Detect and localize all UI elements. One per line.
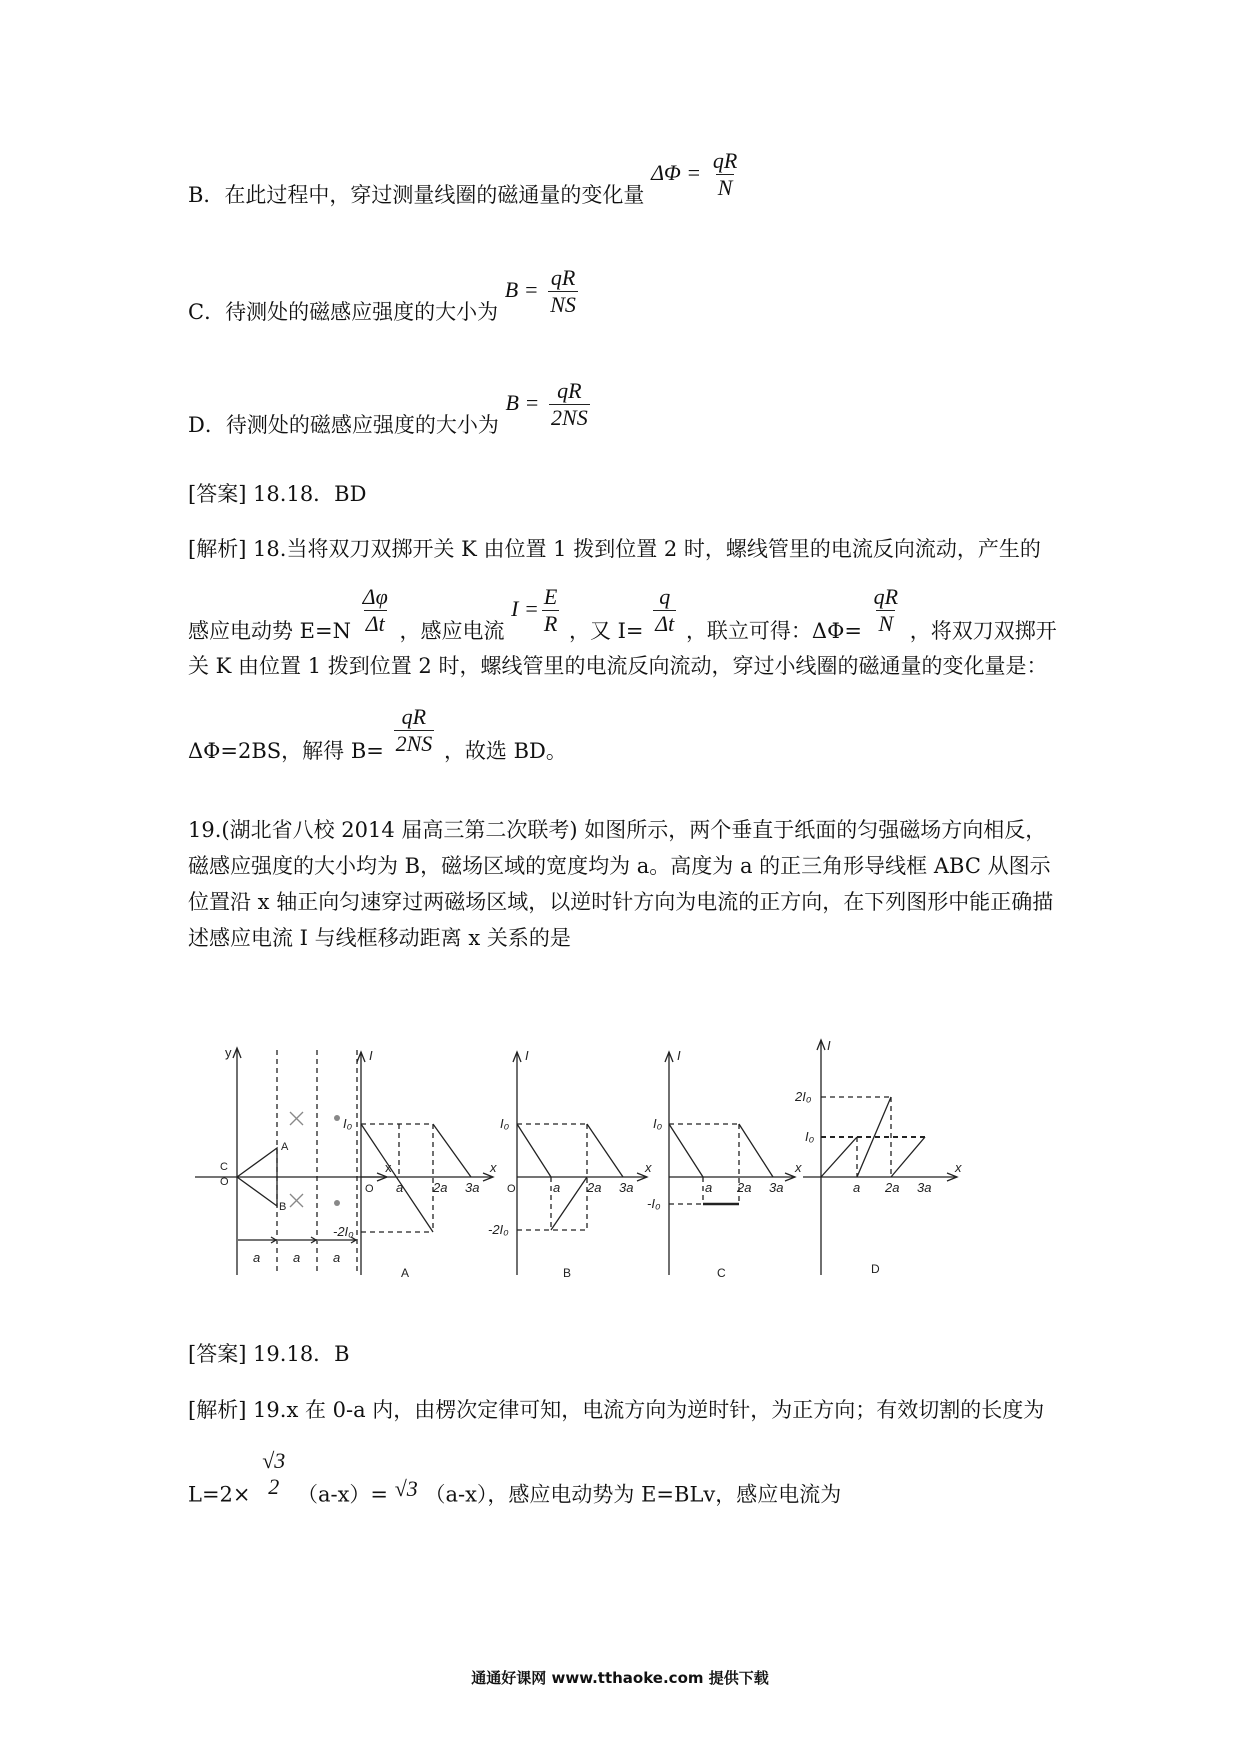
graph-c-tick-2: 2a: [737, 1180, 752, 1195]
graph-d-tick-2: 2a: [885, 1180, 900, 1195]
setup-b-point: B: [279, 1201, 287, 1213]
analysis-19-line1: [解析] 19.x 在 0-a 内，由楞次定律可知，电流方向为逆时针，为正方向；有效切割的长度为: [188, 1398, 1045, 1422]
answer-18: [答案] 18.18．BD: [188, 482, 367, 506]
graph-a-origin: O: [365, 1183, 374, 1195]
graph-a-caption: A: [401, 1266, 410, 1280]
graph-b-bottom: -2I₀: [488, 1222, 509, 1237]
graph-c-tick-3: 3a: [769, 1180, 784, 1195]
graph-c-i-label: I: [677, 1048, 681, 1063]
dot-out-top: [334, 1115, 340, 1121]
setup-a-point: A: [281, 1141, 289, 1153]
option-c-text: C．待测处的磁感应强度的大小为: [188, 300, 499, 324]
graph-c-top: I₀: [653, 1116, 663, 1131]
analysis-18-line4: ΔΦ=2BS，解得 B= $\frac{qR}{2NS}$ ，故选 BD。: [188, 704, 567, 763]
graph-d: [803, 1040, 957, 1275]
answer-19: [答案] 19.18．B: [188, 1342, 350, 1366]
graph-d-tick-1: a: [853, 1180, 861, 1195]
option-d-text: D．待测处的磁感应强度的大小为: [188, 413, 499, 437]
graph-a-i-label: I: [369, 1048, 373, 1063]
graph-b-tick-3: 3a: [619, 1180, 634, 1195]
setup-c-label: C: [220, 1161, 228, 1173]
analysis-18-line1: [解析] 18.当将双刀双掷开关 K 由位置 1 拨到位置 2 时，螺线管里的电流反向流动，产生的: [188, 537, 1041, 561]
graph-d-x-label: x: [955, 1160, 962, 1175]
setup-o-label: O: [220, 1176, 229, 1188]
graph-c-tick-1: a: [705, 1180, 713, 1195]
setup-width-3: a: [333, 1250, 341, 1265]
graph-b-tick-2: 2a: [587, 1180, 602, 1195]
graph-b-caption: B: [563, 1266, 572, 1280]
graph-b-origin: O: [507, 1183, 516, 1195]
graph-d-top: 2I₀: [795, 1089, 812, 1104]
graph-d-i-label: I: [827, 1038, 831, 1053]
graph-c-x-label: x: [795, 1160, 802, 1175]
option-b-text: B．在此过程中，穿过测量线圈的磁通量的变化量: [188, 183, 645, 207]
option-d-formula: B = $\frac{qR}{2NS}$: [505, 378, 588, 430]
question-19: 19.(湖北省八校 2014 届高三第二次联考) 如图所示，两个垂直于纸面的匀强磁场方向相反，磁感应强度的大小均为 B，磁场区域的宽度均为 a。高度为 a 的正三角形导线框 ABC 从图示位置沿 x 轴正向匀速穿过两磁场区域，以逆时针方向为电流的正方向，在下列图形中能正确描述感应电流 I 与线框移动距离 x 关系的是: [188, 818, 1054, 950]
graph-c-bottom: -I₀: [647, 1196, 661, 1211]
graph-a-tick-2: 2a: [433, 1180, 448, 1195]
setup-x-label: x: [385, 1160, 392, 1175]
graph-c-caption: C: [717, 1266, 726, 1280]
footer: 通通好课网 www.tthaoke.com 提供下载: [471, 1669, 769, 1687]
option-b-formula: ΔΦ = $\frac{qR}{N}$: [651, 148, 738, 200]
graph-c: [665, 1052, 795, 1275]
setup-width-2: a: [293, 1250, 301, 1265]
graph-b-tick-1: a: [553, 1180, 561, 1195]
q19-figure: [195, 1030, 1080, 1290]
analysis-19-line2: L=2× √3 2 （a-x）= √3 （a-x），感应电动势为 E=BLv，感应电流为: [188, 1448, 842, 1507]
analysis-18-line2: 感应电动势 E=N $\frac{\Delta\varphi}{\Delta t}$ ，感应电流 I = $\frac{E}{R}$ ，又 I= $\frac{q}{\Delta t}$ ，联立可得：ΔΦ= $\frac{qR}{N}$ ，将双刀双掷开: [188, 584, 1057, 643]
setup-width-1: a: [253, 1250, 261, 1265]
graph-d-caption: D: [871, 1262, 880, 1276]
setup-y-label: y: [225, 1045, 232, 1060]
analysis-18-line3: 关 K 由位置 1 拨到位置 2 时，螺线管里的电流反向流动，穿过小线圈的磁通量的变化量是：: [188, 654, 1048, 678]
graph-d-tick-3: 3a: [917, 1180, 932, 1195]
option-b: [188, 148, 742, 223]
graph-a-tick-3: 3a: [465, 1180, 480, 1195]
graph-b-i-label: I: [525, 1048, 529, 1063]
graph-d-mid: I₀: [805, 1129, 815, 1144]
graph-a-x-label: x: [490, 1160, 497, 1175]
graph-a-top: I₀: [343, 1116, 353, 1131]
option-c-formula: B = $\frac{qR}{NS}$: [504, 265, 576, 317]
graph-a-tick-1: a: [396, 1180, 404, 1195]
option-d: [188, 378, 593, 453]
graph-a: [357, 1052, 493, 1275]
graph-b-top: I₀: [500, 1116, 510, 1131]
graph-a-bottom: -2I₀: [333, 1224, 354, 1239]
dot-out-bottom: [334, 1200, 340, 1206]
option-c: [188, 265, 581, 340]
graph-b: [513, 1052, 647, 1275]
graph-b-x-label: x: [645, 1160, 652, 1175]
